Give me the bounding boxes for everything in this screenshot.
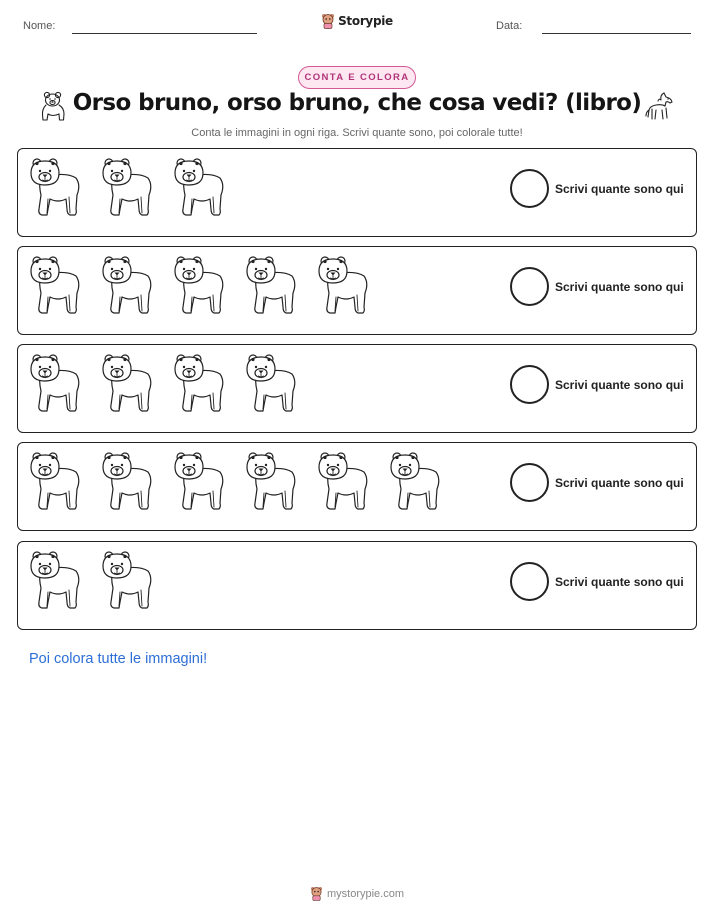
bear-group	[28, 451, 443, 513]
bear-picture	[172, 255, 227, 317]
bear-picture	[316, 255, 371, 317]
storypie-mascot-icon	[310, 886, 323, 901]
count-row	[17, 148, 697, 237]
bear-picture	[28, 157, 83, 219]
instructions: Conta le immagini in ogni riga. Scrivi quante sono, poi colorale tutte!	[191, 127, 523, 139]
bear-picture	[172, 451, 227, 513]
answer-label: Scrivi quante sono qui	[555, 575, 684, 589]
site-footer	[0, 886, 714, 901]
horse-icon	[644, 90, 676, 122]
bear-picture	[100, 451, 155, 513]
bear-group	[28, 353, 299, 415]
bear-group	[28, 550, 155, 612]
bear-group	[28, 255, 371, 317]
answer-circle[interactable]	[510, 562, 549, 601]
page-title: Orso bruno, orso bruno, che cosa vedi? (libro)	[72, 90, 642, 116]
bear-picture	[172, 157, 227, 219]
name-field[interactable]	[72, 33, 257, 34]
answer-label: Scrivi quante sono qui	[555, 280, 684, 294]
answer-circle[interactable]	[510, 365, 549, 404]
answer-circle[interactable]	[510, 463, 549, 502]
bear-picture	[316, 451, 371, 513]
bear-picture	[388, 451, 443, 513]
bear-picture	[100, 353, 155, 415]
bear-picture	[244, 255, 299, 317]
count-row	[17, 541, 697, 630]
count-row	[17, 442, 697, 531]
date-label: Data:	[496, 20, 523, 32]
name-label: Nome:	[23, 20, 56, 32]
bear-picture	[172, 353, 227, 415]
answer-label: Scrivi quante sono qui	[555, 476, 684, 490]
bear-picture	[244, 451, 299, 513]
answer-label: Scrivi quante sono qui	[555, 378, 684, 392]
count-row	[17, 344, 697, 433]
bear-picture	[244, 353, 299, 415]
bear-picture	[100, 255, 155, 317]
activity-tag: CONTA E COLORA	[298, 66, 416, 89]
bear-picture	[28, 451, 83, 513]
bear-picture	[100, 550, 155, 612]
bear-picture	[28, 353, 83, 415]
date-field[interactable]	[542, 33, 691, 34]
bear-picture	[28, 550, 83, 612]
count-row	[17, 246, 697, 335]
brand-name: Storypie	[338, 14, 393, 28]
bear-picture	[100, 157, 155, 219]
storypie-mascot-icon	[321, 13, 335, 29]
site-url: mystorypie.com	[326, 887, 405, 900]
bear-group	[28, 157, 227, 219]
bear-picture	[28, 255, 83, 317]
answer-circle[interactable]	[510, 169, 549, 208]
answer-label: Scrivi quante sono qui	[555, 182, 684, 196]
brand-logo	[0, 13, 714, 29]
answer-circle[interactable]	[510, 267, 549, 306]
coloring-note: Poi colora tutte le immagini!	[29, 651, 208, 667]
